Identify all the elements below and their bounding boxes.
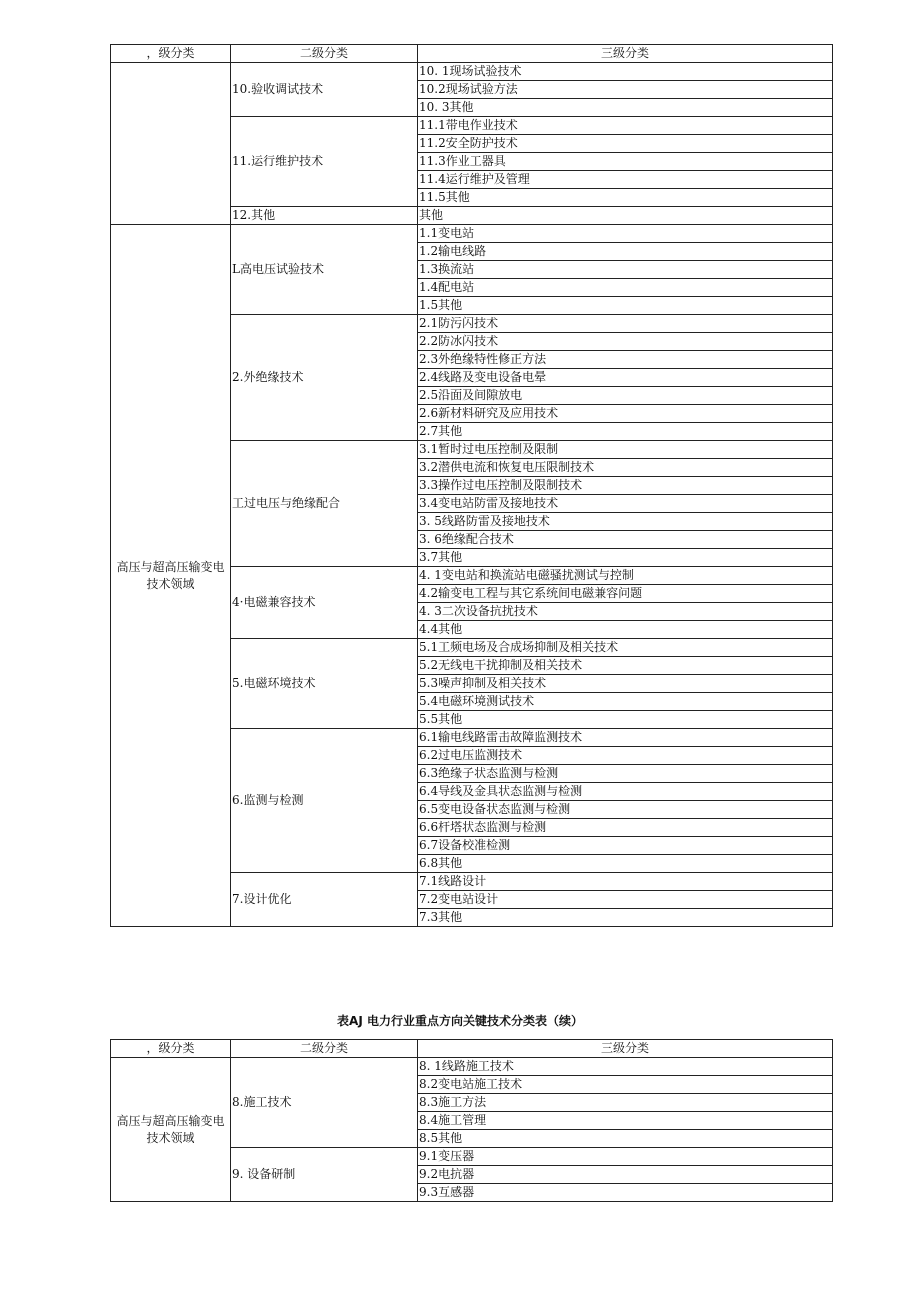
- level3-cell: 3. 6绝缘配合技术: [418, 531, 833, 549]
- header-level3: 三级分类: [418, 45, 833, 63]
- level3-cell: 2.3外绝缘特性修正方法: [418, 351, 833, 369]
- table-body: [111, 1058, 833, 1202]
- level2-cell: 7.设计优化: [231, 873, 418, 927]
- level3-cell: 3.3操作过电压控制及限制技术: [418, 477, 833, 495]
- level3-cell: 2.5沿面及间隙放电: [418, 387, 833, 405]
- level3-cell: 3.7其他: [418, 549, 833, 567]
- level3-cell: 7.3其他: [418, 909, 833, 927]
- header-level1: ，级分类: [111, 45, 231, 63]
- level2-cell: 11.运行维护技术: [231, 117, 418, 207]
- level3-cell: 5.2无线电干扰抑制及相关技术: [418, 657, 833, 675]
- level3-cell: 4. 1变电站和换流站电磁骚扰测试与控制: [418, 567, 833, 585]
- level2-cell: L高电压试验技术: [231, 225, 418, 315]
- level3-cell: 6.7设备校准检测: [418, 837, 833, 855]
- level3-cell: 1.3换流站: [418, 261, 833, 279]
- classification-table-2: [110, 1039, 833, 1202]
- level3-cell: 5.4电磁环境测试技术: [418, 693, 833, 711]
- level3-cell: 11.3作业工器具: [418, 153, 833, 171]
- header-level3: 三级分类: [418, 1040, 833, 1058]
- level3-cell: 5.5其他: [418, 711, 833, 729]
- level3-cell: 6.8其他: [418, 855, 833, 873]
- level3-cell: 8. 1线路施工技术: [418, 1058, 833, 1076]
- level3-cell: 9.1变压器: [418, 1148, 833, 1166]
- level2-cell: 10.验收调试技术: [231, 63, 418, 117]
- header-row: [111, 45, 833, 63]
- level3-cell: 8.5其他: [418, 1130, 833, 1148]
- level2-cell: 5.电磁环境技术: [231, 639, 418, 729]
- level1-cell: 高压与超高压输变电技术领域: [111, 1058, 231, 1202]
- level3-cell: 11.2安全防护技术: [418, 135, 833, 153]
- header-level2: 二级分类: [231, 45, 418, 63]
- level3-cell: 10. 3其他: [418, 99, 833, 117]
- table-body: [111, 63, 833, 927]
- level3-cell: 其他: [418, 207, 833, 225]
- level2-cell: 4·电磁兼容技术: [231, 567, 418, 639]
- level3-cell: 1.4配电站: [418, 279, 833, 297]
- level3-cell: 8.3施工方法: [418, 1094, 833, 1112]
- level3-cell: 9.3互感器: [418, 1184, 833, 1202]
- level2-cell: 8.施工技术: [231, 1058, 418, 1148]
- level3-cell: 11.4运行维护及管理: [418, 171, 833, 189]
- level3-cell: 6.1输电线路雷击故障监测技术: [418, 729, 833, 747]
- level2-cell: 工过电压与绝缘配合: [231, 441, 418, 567]
- level3-cell: 6.6杆塔状态监测与检测: [418, 819, 833, 837]
- level3-cell: 1.2输电线路: [418, 243, 833, 261]
- level3-cell: 6.3绝缘子状态监测与检测: [418, 765, 833, 783]
- level3-cell: 6.4导线及金具状态监测与检测: [418, 783, 833, 801]
- level3-cell: 4.4其他: [418, 621, 833, 639]
- level3-cell: 11.5其他: [418, 189, 833, 207]
- level3-cell: 10. 1现场试验技术: [418, 63, 833, 81]
- level3-cell: 1.1变电站: [418, 225, 833, 243]
- level3-cell: 4.2输变电工程与其它系统间电磁兼容问题: [418, 585, 833, 603]
- level1-cell: 高压与超高压输变电技术领域: [111, 225, 231, 927]
- level3-cell: 7.1线路设计: [418, 873, 833, 891]
- level2-cell: 9. 设备研制: [231, 1148, 418, 1202]
- level3-cell: 8.2变电站施工技术: [418, 1076, 833, 1094]
- level3-cell: 3. 5线路防雷及接地技术: [418, 513, 833, 531]
- level3-cell: 2.4线路及变电设备电晕: [418, 369, 833, 387]
- header-level1: ，级分类: [111, 1040, 231, 1058]
- header-row: [111, 1040, 833, 1058]
- level3-cell: 3.4变电站防雷及接地技术: [418, 495, 833, 513]
- table-row: [111, 225, 833, 243]
- level3-cell: 11.1带电作业技术: [418, 117, 833, 135]
- table-caption: 表AJ 电力行业重点方向关键技术分类表（续）: [337, 1014, 583, 1028]
- level3-cell: 2.2防冰闪技术: [418, 333, 833, 351]
- table-row: [111, 1058, 833, 1076]
- level2-cell: 12.其他: [231, 207, 418, 225]
- level3-cell: 2.1防污闪技术: [418, 315, 833, 333]
- level2-cell: 6.监测与检测: [231, 729, 418, 873]
- level3-cell: 3.2潜供电流和恢复电压限制技术: [418, 459, 833, 477]
- level3-cell: 10.2现场试验方法: [418, 81, 833, 99]
- level2-cell: 2.外绝缘技术: [231, 315, 418, 441]
- level3-cell: 5.3噪声抑制及相关技术: [418, 675, 833, 693]
- level3-cell: 4. 3二次设备抗扰技术: [418, 603, 833, 621]
- header-level2: 二级分类: [231, 1040, 418, 1058]
- level3-cell: 8.4施工管理: [418, 1112, 833, 1130]
- classification-table-1: [110, 44, 833, 927]
- level3-cell: 1.5其他: [418, 297, 833, 315]
- level3-cell: 3.1暂时过电压控制及限制: [418, 441, 833, 459]
- level3-cell: 6.5变电设备状态监测与检测: [418, 801, 833, 819]
- level3-cell: 9.2电抗器: [418, 1166, 833, 1184]
- level3-cell: 5.1工频电场及合成场抑制及相关技术: [418, 639, 833, 657]
- level3-cell: 2.6新材料研究及应用技术: [418, 405, 833, 423]
- level3-cell: 6.2过电压监测技术: [418, 747, 833, 765]
- table-row: [111, 63, 833, 81]
- level3-cell: 2.7其他: [418, 423, 833, 441]
- level3-cell: 7.2变电站设计: [418, 891, 833, 909]
- level1-cell: [111, 63, 231, 225]
